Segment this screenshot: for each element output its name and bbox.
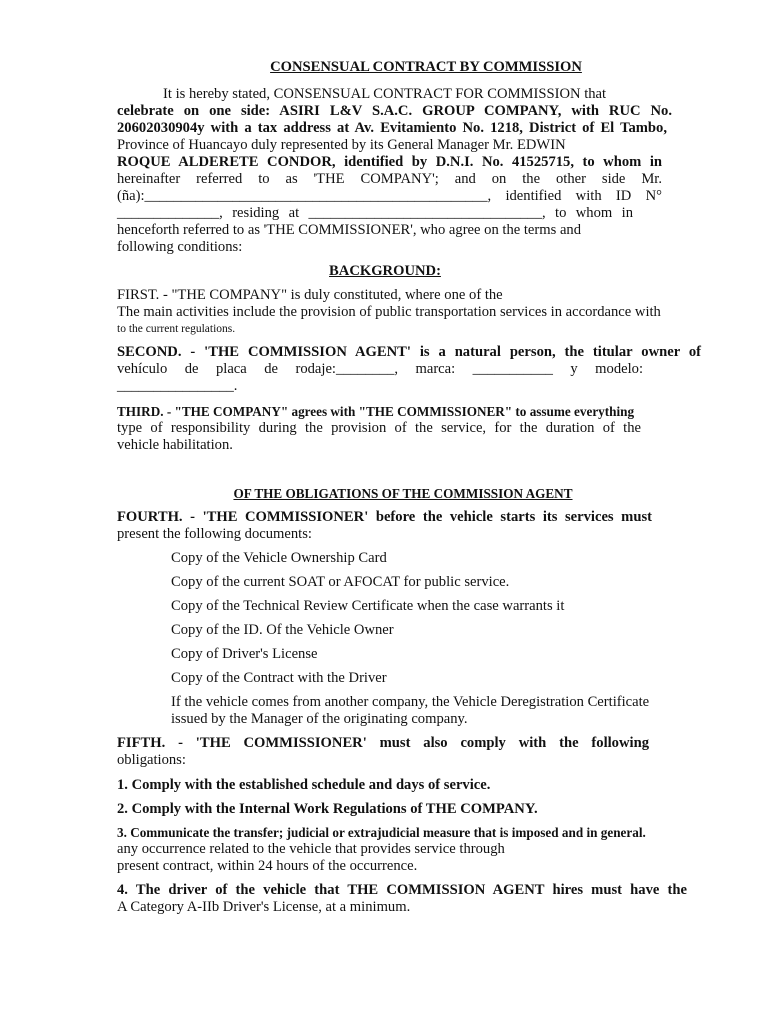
intro-line-7: (ña):_______________________________________________, identified with ID N° (117, 188, 662, 204)
document-item-continued: issued by the Manager of the originating company. (171, 711, 468, 727)
first-line-1: FIRST. - "THE COMPANY" is duly constituted, where one of the (117, 287, 503, 303)
obligation-item-2 (117, 801, 717, 818)
obligation-text-continued: present contract, within 24 hours of the occurrence. (117, 858, 418, 874)
fourth-line-1: FOURTH. - 'THE COMMISSIONER' before the vehicle starts its services must (117, 509, 652, 525)
intro-line-1: It is hereby stated, CONSENSUAL CONTRACT FOR COMMISSION that (163, 86, 607, 102)
fifth-line-1: FIFTH. - 'THE COMMISSIONER' must also comply with the following (117, 735, 649, 751)
second-line-3: ________________. (117, 378, 238, 394)
clause-second (117, 344, 701, 395)
obligation-text: 4. The driver of the vehicle that THE COMMISSION AGENT hires must have the (117, 882, 687, 898)
intro-paragraph (117, 86, 672, 256)
document-item: If the vehicle comes from another company, the Vehicle Deregistration Certificate (171, 694, 650, 710)
clause-fourth (117, 509, 662, 543)
obligation-text: 1. Comply with the established schedule and days of service. (117, 777, 491, 793)
third-line-1: THIRD. - "THE COMPANY" agrees with "THE COMMISSIONER" to assume everything (117, 404, 635, 419)
obligation-item-3 (117, 824, 717, 875)
obligation-text-continued: any occurrence related to the vehicle that provides service through (117, 841, 505, 857)
obligation-item-1 (117, 777, 717, 794)
obligation-text: 3. Communicate the transfer; judicial or extrajudicial measure that is imposed and in general. (117, 825, 646, 840)
second-line-2: vehículo de placa de rodaje:________, marca: ___________ y modelo: (117, 361, 643, 377)
fifth-line-2: obligations: (117, 752, 186, 768)
document-item: Copy of the Contract with the Driver (171, 670, 387, 686)
intro-line-9: henceforth referred to as 'THE COMMISSIONER', who agree on the terms and (117, 222, 582, 238)
first-line-2: The main activities include the provision of public transportation services in accordance with (117, 304, 661, 320)
intro-line-10: following conditions: (117, 239, 243, 255)
clause-third (117, 403, 662, 454)
fourth-line-2: present the following documents: (117, 526, 312, 542)
intro-line-4: Province of Huancayo duly represented by its General Manager Mr. EDWIN (117, 137, 566, 153)
document-item: Copy of the current SOAT or AFOCAT for public service. (171, 574, 510, 590)
document-item: Copy of the Vehicle Ownership Card (171, 550, 387, 566)
third-line-3: vehicle habilitation. (117, 437, 233, 453)
clause-first (117, 287, 717, 338)
intro-line-6: hereinafter referred to as 'THE COMPANY'; and on the other side Mr. (117, 171, 662, 187)
intro-line-2: celebrate on one side: ASIRI L&V S.A.C. GROUP COMPANY, with RUC No. (117, 103, 672, 119)
intro-line-8: ______________, residing at ________________________________, to whom in (117, 205, 633, 221)
obligation-text-continued: A Category A-IIb Driver's License, at a minimum. (117, 899, 411, 915)
document-title: CONSENSUAL CONTRACT BY COMMISSION (270, 59, 582, 75)
intro-line-3: 20602030904y with a tax address at Av. Evitamiento No. 1218, District of El Tambo, (117, 120, 667, 136)
document-item: Copy of Driver's License (171, 646, 318, 662)
obligations-heading: OF THE OBLIGATIONS OF THE COMMISSION AGENT (233, 486, 573, 501)
obligation-text: 2. Comply with the Internal Work Regulations of THE COMPANY. (117, 801, 538, 817)
obligation-item-4 (117, 882, 687, 916)
second-line-1: SECOND. - 'THE COMMISSION AGENT' is a natural person, the titular owner of (117, 344, 701, 360)
background-heading: BACKGROUND: (329, 263, 441, 279)
intro-line-5: ROQUE ALDERETE CONDOR, identified by D.N.I. No. 41525715, to whom in (117, 154, 662, 170)
document-item: Copy of the Technical Review Certificate when the case warrants it (171, 598, 565, 614)
third-line-2: type of responsibility during the provision of the service, for the duration of the (117, 420, 641, 436)
first-line-3: to the current regulations. (117, 323, 236, 335)
document-item: Copy of the ID. Of the Vehicle Owner (171, 622, 394, 638)
clause-fifth (117, 735, 649, 769)
